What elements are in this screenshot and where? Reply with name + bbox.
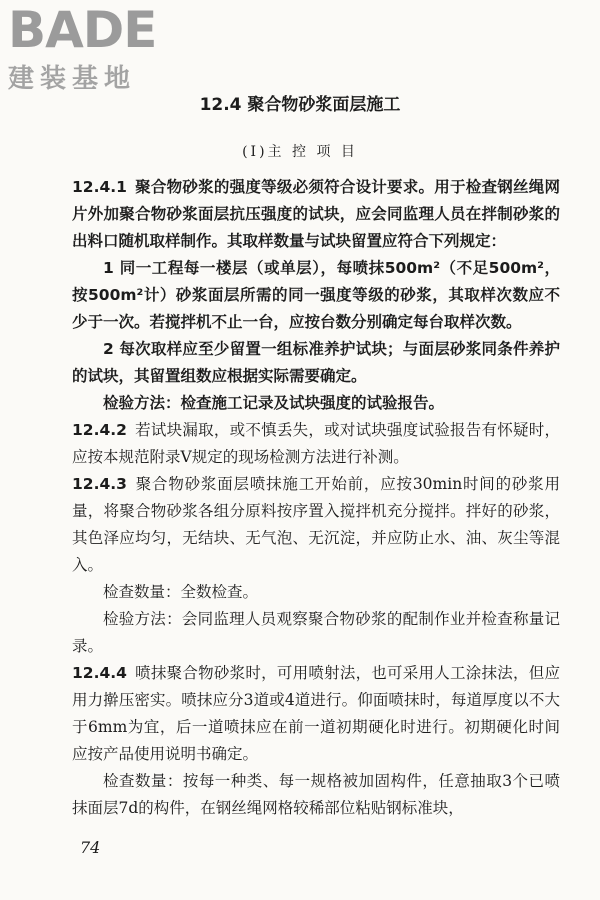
clause-number: 12.4.3 <box>72 475 127 493</box>
document-body <box>72 174 560 822</box>
page-number: 74 <box>80 838 101 857</box>
bade-logo <box>8 1 188 95</box>
clause-text: 聚合物砂浆的强度等级必须符合设计要求。用于检查钢丝绳网片外加聚合物砂浆面层抗压强度的试块，应会同监理人员在拌制砂浆的出料口随机取样制作。其取样数量与试块留置应符合下列规定： <box>72 178 560 250</box>
section-title: 12.4 聚合物砂浆面层施工 <box>199 95 401 115</box>
inspection-quantity: 检查数量：按每一种类、每一规格被加固构件，任意抽取3个已喷抹面层7d的构件，在钢丝绳网格较稀部位粘贴钢标准块， <box>72 772 560 817</box>
clause-number: 12.4.1 <box>72 178 127 196</box>
logo-cn-text: 建装基地 <box>8 64 137 94</box>
clause-12-4-3 <box>72 471 560 579</box>
clause-text: 喷抹聚合物砂浆时，可用喷射法，也可采用人工涂抹法，但应用力擀压密实。喷抹应分3道或4道进行。仰面喷抹时，每道厚度以不大于6mm为宜，后一道喷抹应在前一道初期硬化时进行。初期硬化时间应按产品使用说明书确定。 <box>72 664 560 763</box>
clause-12-4-4 <box>72 660 560 768</box>
logo-en-text: BADE <box>8 1 157 59</box>
subsection-title: (Ⅰ)主 控 项 目 <box>242 144 358 160</box>
clause-12-4-2 <box>72 417 560 471</box>
clause-number: 12.4.2 <box>72 421 127 439</box>
clause-number: 12.4.4 <box>72 664 127 682</box>
clause-text: 聚合物砂浆面层喷抹施工开始前，应按30min时间的砂浆用量，将聚合物砂浆各组分原料按序置入搅拌机充分搅拌。拌好的砂浆，其色泽应均匀，无结块、无气泡、无沉淀，并应防止水、油、灰尘等混入。 <box>72 475 560 574</box>
clause-item-2: 2 每次取样应至少留置一组标准养护试块；与面层砂浆同条件养护的试块，其留置组数应根据实际需要确定。 <box>72 340 560 385</box>
clause-text: 若试块漏取，或不慎丢失，或对试块强度试验报告有怀疑时，应按本规范附录V规定的现场检测方法进行补测。 <box>72 421 560 466</box>
inspection-method: 检验方法：会同监理人员观察聚合物砂浆的配制作业并检查称量记录。 <box>72 610 560 655</box>
inspection-quantity: 检查数量：全数检查。 <box>103 583 259 601</box>
clause-item-1: 1 同一工程每一楼层（或单层），每喷抹500m²（不足500m²，按500m²计）砂浆面层所需的同一强度等级的砂浆，其取样次数应不少于一次。若搅拌机不止一台，应按台数分别确定每台取样次数。 <box>72 259 560 331</box>
clause-12-4-1 <box>72 174 560 255</box>
inspection-method: 检验方法：检查施工记录及试块强度的试验报告。 <box>103 394 445 412</box>
